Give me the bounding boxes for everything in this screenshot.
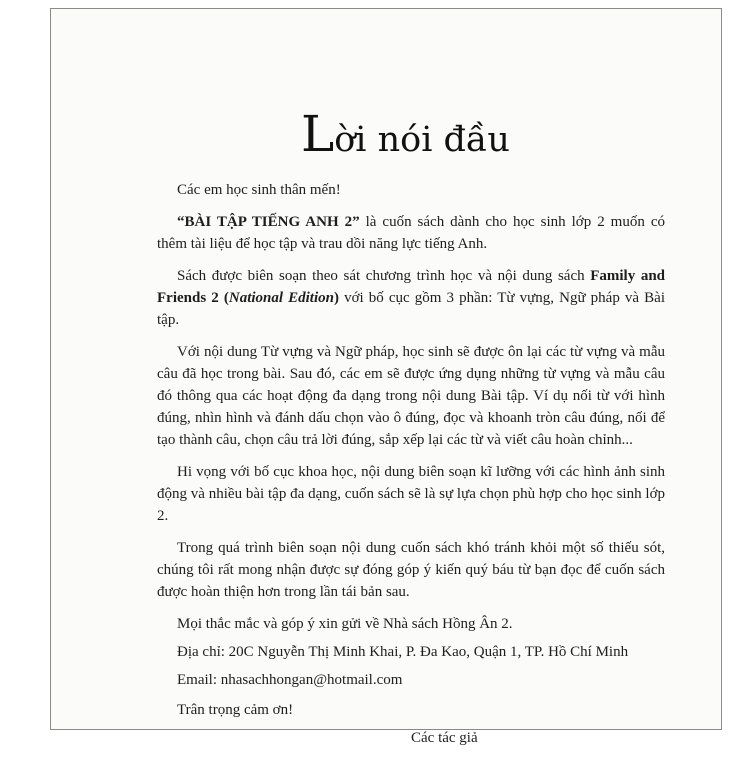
preface-body [157, 179, 665, 759]
thanks-line: Trân trọng cảm ơn! [177, 702, 294, 718]
reference-book: Family and Friends 2 (National Edition) [157, 268, 665, 306]
paragraph-intro: “BÀI TẬP TIẾNG ANH 2” là cuốn sách dành cho học sinh lớp 2 muốn có thêm tài liệu để học tập và trau dồi năng lực tiếng Anh. [157, 214, 665, 252]
paragraph-structure: Sách được biên soạn theo sát chương trình học và nội dung sách Family and Friends 2 (National Edition) với bố cục gồm 3 phần: Từ vựng, Ngữ pháp và Bài tập. [157, 268, 666, 328]
address-line: Địa chỉ: 20C Nguyễn Thị Minh Khai, P. Đa Kao, Quận 1, TP. Hồ Chí Minh [177, 644, 629, 660]
greeting: Các em học sinh thân mến! [177, 182, 341, 198]
book-page [50, 8, 722, 746]
title-rest: ời nói đầu [334, 120, 510, 160]
book-title: “BÀI TẬP TIẾNG ANH 2” [177, 214, 360, 230]
paragraph-feedback: Trong quá trình biên soạn nội dung cuốn sách khó tránh khỏi một số thiếu sót, chúng tôi rất mong nhận được sự đóng góp ý kiến quý báu từ bạn đọc để cuốn sách được hoàn thiện hơn trong lần tái bản sau. [157, 540, 665, 600]
title-initial: L [301, 105, 335, 163]
edition-name: National Edition [228, 290, 334, 306]
paragraph-content: Với nội dung Từ vựng và Ngữ pháp, học sinh sẽ được ôn lại các từ vựng và mẫu câu đã học trong bài. Sau đó, các em sẽ được ứng dụng những từ vựng và mẫu câu đó thông qua các hoạt động đa dạng trong nội dung Bài tập. Ví dụ nối từ với hình đúng, nhìn hình và đánh dấu chọn vào ô đúng, đọc và khoanh tròn câu đúng, nối để tạo thành câu, chọn câu trả lời đúng, sắp xếp lại các từ và viết câu hoàn chỉnh... [157, 344, 665, 448]
email-line: Email: nhasachhongan@hotmail.com [177, 672, 403, 688]
contact-line: Mọi thắc mắc và góp ý xin gửi về Nhà sách Hồng Ân 2. [177, 616, 513, 632]
paragraph-hope: Hi vọng với bố cục khoa học, nội dung biên soạn kĩ lưỡng với các hình ảnh sinh động và nhiều bài tập đa dạng, cuốn sách sẽ là sự lựa chọn phù hợp cho học sinh lớp 2. [157, 464, 665, 524]
signature: Các tác giả [411, 730, 478, 746]
page-title [301, 105, 510, 163]
